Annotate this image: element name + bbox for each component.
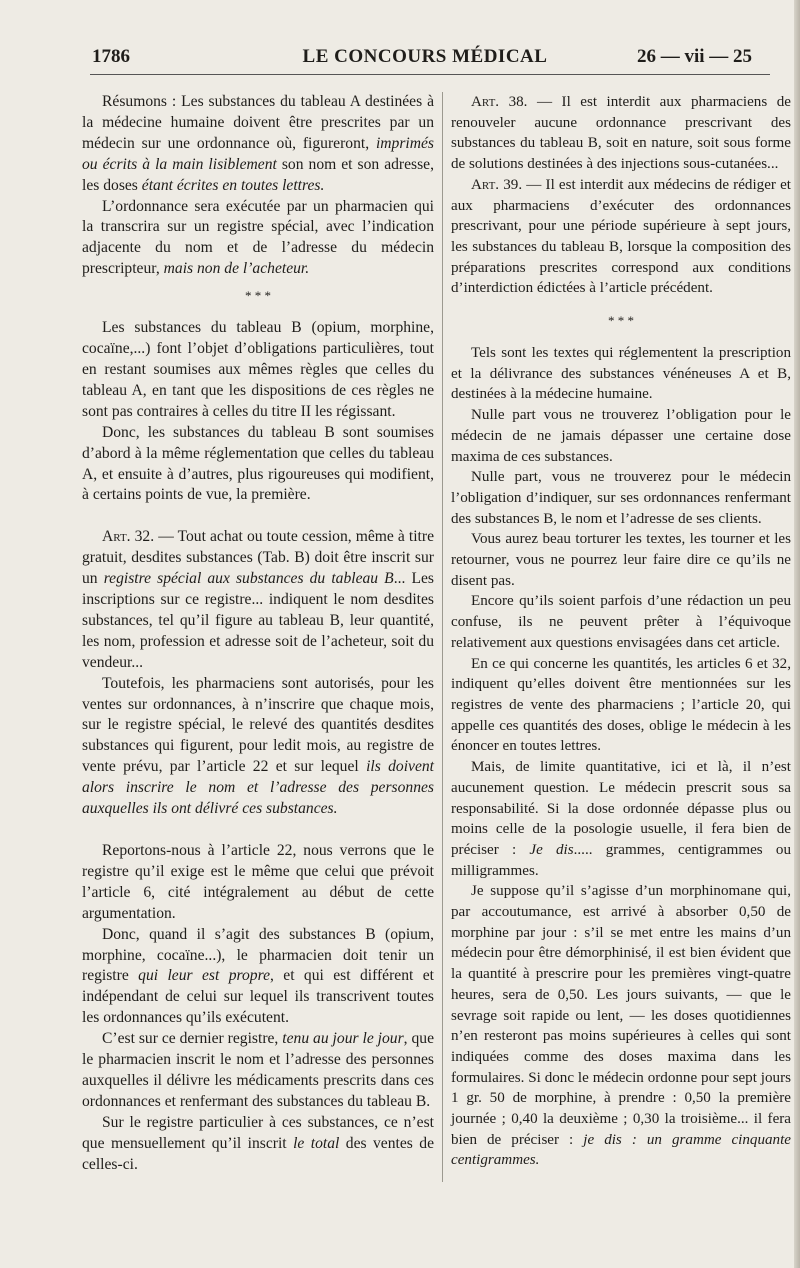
paragraph: Reportons-nous à l’article 22, nous verrons que le registre qu’il exige est le même que celui que prévoit l’article 6, cité intégralement au début de cette argumentation. <box>82 842 434 922</box>
article-quote: Art. 38. — Il est interdit aux pharmaciens de renouveler aucune ordonnance prescrivant des substances du tableau B, soit en nature, soit sous forme de solutions destinées à des injections sous-cutanées... <box>451 94 791 173</box>
paragraph: Nulle part, vous ne trouverez pour le médecin l’obligation d’indiquer, sur ses ordonnances renfermant des substances B, le nom et l’adresse de ses clients. <box>451 469 791 527</box>
paragraph: L’ordonnance sera exécutée par un pharmacien qui la transcrira sur un registre spécial, avec l’indication adjacente du nom et de l’adresse du médecin prescripteur, mais non de l’acheteur. <box>82 197 434 278</box>
paragraph: Tels sont les textes qui réglementent la prescription et la délivrance des substances vénéneuses A et B, destinées à la médecine humaine. <box>451 345 791 403</box>
paragraph: Résumons : Les substances du tableau A destinées à la médecine humaine doivent être prescrites par un médecin sur une ordonnance où, figureront, imprimés ou écrits à la main lisiblement son nom et son adresse, les doses étant écrites en toutes lettres. <box>82 93 434 194</box>
paragraph: Vous aurez beau torturer les textes, les tourner et les retourner, vous ne pourrez leur faire dire ce qu’ils ne disent pas. <box>451 531 791 589</box>
paragraph: Nulle part vous ne trouverez l’obligation pour le médecin de ne jamais dépasser une certaine dose maxima de ces substances. <box>451 407 791 465</box>
paragraph: C’est sur ce dernier registre, tenu au jour le jour, que le pharmacien inscrit le nom et l’adresse des personnes auxquelles il délivre les médicaments prescrits dans ces ordonnances et renfermant des substances du tableau B. <box>82 1030 434 1110</box>
paragraph: Donc, les substances du tableau B sont soumises d’abord à la même réglementation que celles du tableau A, et ensuite à d’autres, plus rigoureuses qui modifient, à certains points de vue, la première. <box>82 423 434 504</box>
paragraph: Sur le registre particulier à ces substances, ce n’est que mensuellement qu’il inscrit le total des ventes de celles-ci. <box>82 1113 434 1173</box>
section-separator: * * * <box>245 288 271 304</box>
issue-date: 26 — vii — 25 <box>636 46 752 67</box>
paragraph: En ce qui concerne les quantités, les articles 6 et 32, indiquent qu’elles doivent être mentionnées sur les registres de vente des pharmaciens ; l’article 20, qui appelle ces quantités des doses, oblige le médecin à les énoncer en toutes lettres. <box>451 655 791 755</box>
section-separator: * * * <box>608 313 634 329</box>
paragraph: Les substances du tableau B (opium, morphine, cocaïne,...) font l’objet d’obligations particulières, tout en restant soumises aux mêmes règles que celles du tableau A, en tant que les dispositions de ces règles ne sont pas contraires à celles du titre II les régissant. <box>82 319 434 420</box>
paragraph: Encore qu’ils soient parfois d’une rédaction un peu confuse, ils ne peuvent prêter à l’équivoque relativement aux questions envisagées dans cet article. <box>451 593 791 651</box>
page-edge <box>794 0 800 1268</box>
left-column <box>82 92 434 1176</box>
column-divider <box>442 92 443 1182</box>
paragraph: Mais, de limite quantitative, ici et là, il n’est aucunement question. Le médecin prescrit sous sa responsabilité. Si la dose ordonnée dépasse plus ou moins celle de la posologie usuelle, il fera bien de préciser : Je dis..... grammes, centigrammes ou milligrammes. <box>451 759 791 879</box>
journal-title: LE CONCOURS MÉDICAL <box>302 46 548 67</box>
paragraph: Je suppose qu’il s’agisse d’un morphinomane qui, par accoutumance, est arrivé à absorber 0,50 de morphine par jour : s’il se met entre les mains d’un médecin pour être démorphinisé, il est bien évident que la quantité à prescrire pour les premières vingt-quatre heures, sera de 0,50. Les jours suivants, — que le sevrage soit rapide ou lent, — les doses quotidiennes n’en resteront pas moins supérieures à celles qui sont indiquées comme des doses maxima dans les formulaires. Si donc le médecin ordonne pour sept jours 1 gr. 50 de morphine, à prendre : 0,50 la première journée ; 0,40 la deuxième ; 0,30 la troisième... il fera bien de préciser : je dis : un gramme cinquante centigrammes. <box>451 883 791 1169</box>
page-number: 1786 <box>92 46 130 67</box>
paragraph: Toutefois, les pharmaciens sont autorisés, pour les ventes sur ordonnances, à n’inscrire que chaque mois, sur le registre spécial, le relevé des quantités desdites substances qui figurent, pour ledit mois, au registre de vente prévu, par l’article 22 et sur lequel ils doivent alors inscrire le nom et l’adresse des personnes auxquelles ils ont délivré ces substances. <box>82 674 435 818</box>
header-rule <box>90 74 770 75</box>
running-header <box>70 42 780 74</box>
article-quote: Art. 32. — Tout achat ou toute cession, même à titre gratuit, desdites substances (Tab. B) doit être inscrit sur un registre spécial aux substances du tableau B... Les inscriptions sur ce registre... indiquent le nom desdites substances, tel qu’il figure au tableau B, leur quantité, les nom, profession et adresse soit de l’acheteur, soit du vendeur... <box>82 528 434 671</box>
article-quote: Art. 39. — Il est interdit aux médecins de rédiger et aux pharmaciens d’exécuter des ordonnances prescrivant, pour une période supérieure à sept jours, les substances du tableau B, lorsque la composition des préparations prescrites correspond aux conditions d’interdiction édictées à l’article précédent. <box>451 176 791 297</box>
right-column <box>451 92 791 1171</box>
paragraph: Donc, quand il s’agit des substances B (opium, morphine, cocaïne...), le pharmacien doit tenir un registre qui leur est propre, et qui est différent et indépendant de celui sur lequel ils transcrivent toutes les ordonnances qu’ils exécutent. <box>82 925 434 1027</box>
